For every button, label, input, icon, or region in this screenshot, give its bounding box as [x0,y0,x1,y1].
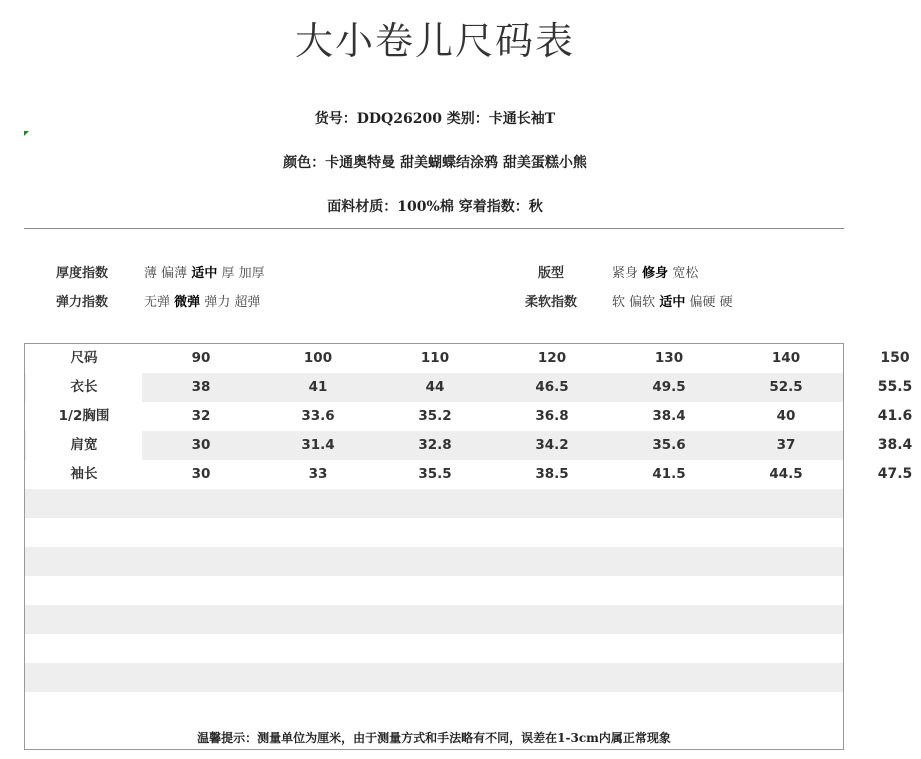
size-value: 38.4 [855,431,921,460]
size-header: 110 [420,350,450,366]
size-header: 130 [654,350,684,366]
size-header: 140 [771,350,801,366]
table-row [25,692,843,721]
size-value: 33 [308,466,328,482]
size-value: 47.5 [855,460,921,489]
size-value: 44 [425,379,445,395]
size-value: 37 [776,437,796,453]
size-value: 31.4 [301,437,335,453]
size-value: 33.6 [301,408,335,424]
table-row [25,605,843,634]
divider [24,228,844,229]
size-value: 55.5 [855,373,921,402]
size-table [24,343,913,750]
size-header: 150 [855,344,921,373]
fabric-season: 面料材质：100%棉 穿着指数：秋 [327,199,543,215]
thickness-options [144,262,265,281]
row-label: 衣长 [26,373,142,402]
table-row [25,402,913,431]
row-label: 袖长 [26,460,142,489]
thickness-option: 偏薄 [161,266,188,281]
softness-option: 偏硬 [689,295,716,310]
size-value: 49.5 [652,379,686,395]
corner-mark [24,131,29,136]
size-value: 40 [776,408,796,424]
softness-options [612,291,733,310]
thickness-option: 厚 [221,266,235,281]
size-value: 32.8 [418,437,452,453]
size-value: 32 [191,408,211,424]
table-row [25,634,843,663]
size-value: 34.2 [535,437,569,453]
table-row [25,663,843,692]
size-value: 46.5 [535,379,569,395]
table-row [25,431,913,460]
fit-option: 紧身 [612,266,639,281]
softness-option: 偏软 [629,295,656,310]
table-row [25,460,913,489]
size-value: 41.6 [855,402,921,431]
page-title: 大小卷儿尺码表 [294,19,575,63]
fit-label: 版型 [538,266,565,281]
fit-option: 修身 [642,266,669,281]
table-header-row [25,344,910,373]
elasticity-option: 弹力 [204,295,231,310]
softness-option: 适中 [659,295,686,310]
product-code-category: 货号：DDQ26200 类别：卡通长袖T [314,111,556,127]
thickness-option: 加厚 [238,266,265,281]
size-value: 35.6 [652,437,686,453]
elasticity-option: 超弹 [234,295,261,310]
size-header: 90 [191,350,211,366]
table-row [25,547,843,576]
size-value: 44.5 [769,466,803,482]
elasticity-option: 微弹 [174,295,201,310]
size-value: 52.5 [769,379,803,395]
row-label: 尺码 [26,344,142,373]
size-value: 41.5 [652,466,686,482]
row-label: 肩宽 [26,431,142,460]
table-row [25,373,913,402]
softness-option: 软 [612,295,626,310]
size-value: 38.5 [535,466,569,482]
table-row [25,489,843,518]
size-value: 35.5 [418,466,452,482]
size-value: 38 [191,379,211,395]
softness-option: 硬 [719,295,733,310]
size-header: 100 [303,350,333,366]
size-header: 120 [537,350,567,366]
elasticity-label: 弹力指数 [56,295,109,310]
elasticity-options [144,291,260,310]
size-value: 30 [191,437,211,453]
size-value: 38.4 [652,408,686,424]
table-row [25,576,843,605]
size-value: 35.2 [418,408,452,424]
elasticity-option: 无弹 [144,295,171,310]
size-value: 36.8 [535,408,569,424]
table-row [25,518,843,547]
fit-options [612,262,698,281]
product-colors: 颜色：卡通奥特曼 甜美蝴蝶结涂鸦 甜美蛋糕小熊 [283,155,587,171]
thickness-option: 薄 [144,266,158,281]
row-label: 1/2胸围 [26,402,142,431]
softness-label: 柔软指数 [525,295,578,310]
measurement-note: 温馨提示：测量单位为厘米，由于测量方式和手法略有不同，误差在1-3cm内属正常现象 [197,731,671,745]
size-value: 30 [191,466,211,482]
fit-option: 宽松 [672,266,699,281]
thickness-label: 厚度指数 [56,266,109,281]
size-value: 41 [308,379,328,395]
thickness-option: 适中 [191,266,218,281]
